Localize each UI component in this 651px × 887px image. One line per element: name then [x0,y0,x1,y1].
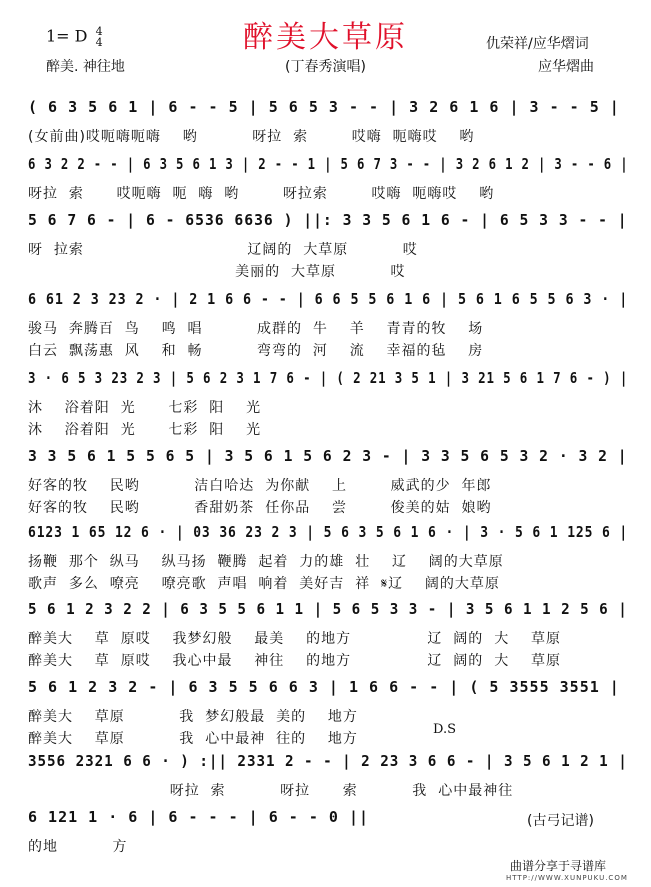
composer-credit: 应华熠曲 [538,59,594,75]
time-signature [96,26,103,48]
lyric-line: 沐 浴着阳 光 七彩 阳 光 [28,400,262,416]
style-marking: 醉美. 神往地 [46,59,125,75]
footer-url: HTTP://WWW.XUNPUKU.COM [506,874,628,882]
lyric-line: 醉美大 草原 我 心中最神 往的 地方 [28,731,358,747]
singer-credit: (丁春秀演唱) [285,59,366,75]
notation-line: 6 3 2 2 - - | 6 3 5 6 1 3 | 2 - - 1 | 5 6 7 3 - - | 3 2 6 1 2 | 3 - - 6 | [28,155,629,173]
lyric-line: 呀 拉索 辽阔的 大草原 哎 [28,242,418,258]
lyric-line: 的地 方 [28,839,128,855]
lyric-line: 呀拉 索 哎呃嗨 呃 嗨 哟 呀拉索 哎嗨 呃嗨哎 哟 [28,186,495,202]
lyric-line: 白云 飘荡惠 风 和 畅 弯弯的 河 流 幸福的毡 房 [28,343,484,359]
notation-line: 5 6 7 6 - | 6 - 6536 6636 ) ||: 3 3 5 6 1 6 - | 6 5 3 3 - - | [28,211,628,229]
lyric-line: 好客的牧 民哟 洁白哈达 为你献 上 威武的少 年郎 [28,478,492,494]
lyric-line: 好客的牧 民哟 香甜奶茶 任你品 尝 俊美的姑 娘哟 [28,500,492,516]
notation-line: ( 6 3 5 6 1 | 6 - - 5 | 5 6 5 3 - - | 3 2 6 1 6 | 3 - - 5 | [28,98,620,116]
lyric-line: 扬鞭 那个 纵马 纵马扬 鞭腾 起着 力的雄 壮 辽 阔的大草原 [28,554,504,570]
footer-site: 曲谱分享于寻谱库 [510,859,607,873]
lyric-line: 骏马 奔腾百 鸟 鸣 唱 成群的 牛 羊 青青的牧 场 [28,321,484,337]
notation-line: 5 6 1 2 3 2 - | 6 3 5 5 6 6 3 | 1 6 6 - - | ( 5 3555 3551 | [28,678,620,696]
lyric-line: 醉美大 草原 我 梦幻般最 美的 地方 [28,709,358,725]
time-top: 4 [95,25,103,38]
time-bottom: 4 [95,36,103,49]
lyricist-credit: 仇荣祥/应华熠词 [486,36,589,52]
ds-mark: D.S [433,722,456,737]
notation-line: 5 6 1 2 3 2 2 | 6 3 5 5 6 1 1 | 5 6 5 3 3 - | 3 5 6 1 1 2 5 6 | [28,600,628,618]
lyric-line: 呀拉 索 呀拉 索 我 心中最神往 [28,783,514,799]
lyric-line: (女前曲)哎呃嗨呃嗨 哟 呀拉 索 哎嗨 呃嗨哎 哟 [28,129,475,145]
lyric-line: 醉美大 草 原哎 我梦幻般 最美 的地方 辽 阔的 大 草原 [28,631,562,647]
lyric-line: 美丽的 大草原 哎 [28,264,406,280]
notation-line: 3 3 5 6 1 5 5 6 5 | 3 5 6 1 5 6 2 3 - | 3 3 5 6 5 3 2 · 3 2 | [28,447,628,465]
notation-line: 3556 2321 6 6 · ) :|| 2331 2 - - | 2 23 3 6 6 - | 3 5 6 1 2 1 | [28,752,628,770]
lyric-line: 醉美大 草 原哎 我心中最 神往 的地方 辽 阔的 大 草原 [28,653,562,669]
notation-line: 6 121 1 · 6 | 6 - - - | 6 - - 0 || [28,808,370,826]
lyric-line: 沐 浴着阳 光 七彩 阳 光 [28,422,262,438]
key-signature [46,26,103,48]
lyric-line: 歌声 多么 嘹亮 嘹亮歌 声唱 响着 美好吉 祥 𝄋辽 阔的大草原 [28,576,500,592]
song-title: 醉美大草原 [243,20,408,55]
source-note: (古弓记谱) [527,813,594,829]
notation-line: 3 · 6 5 3 23 2 3 | 5 6 2 3 1 7 6 - | ( 2 21 3 5 1 | 3 21 5 6 1 7 6 - ) | [28,369,629,387]
notation-line: 6123 1 65 12 6 · | 03 36 23 2 3 | 5 6 3 5 6 1 6 · | 3 · 5 6 1 125 6 | [28,523,629,541]
key-label: 1= D [46,26,88,46]
notation-line: 6 61 2 3 23 2 · | 2 1 6 6 - - | 6 6 5 5 6 1 6 | 5 6 1 6 5 5 6 3 · | [28,290,629,308]
